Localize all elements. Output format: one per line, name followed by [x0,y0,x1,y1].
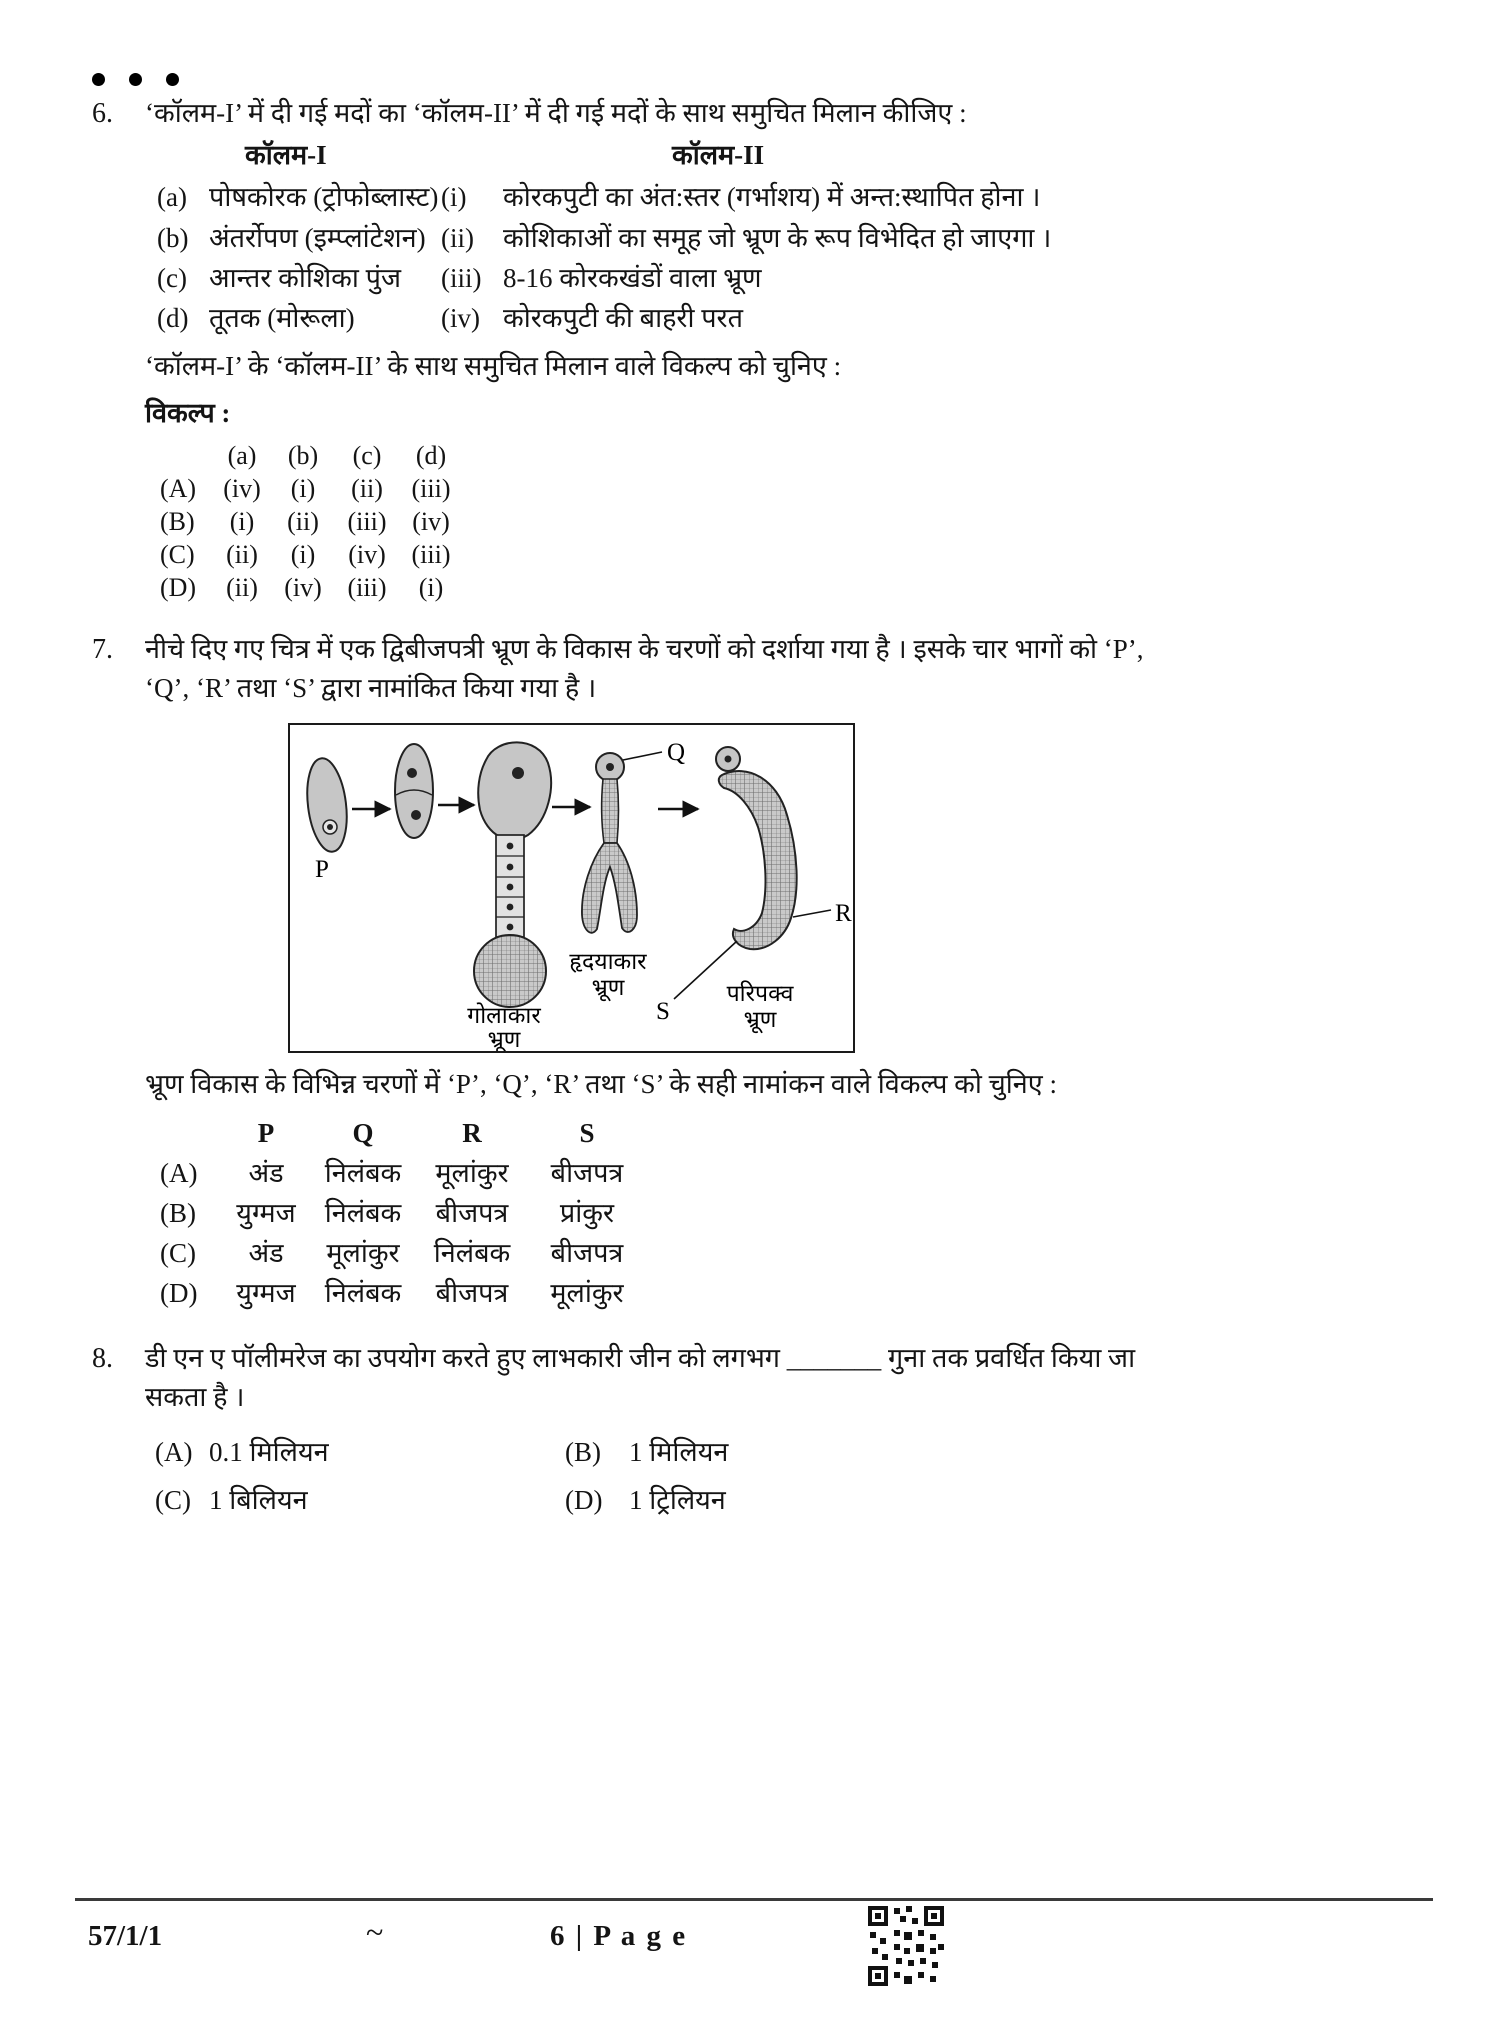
heart-embryo-stage [569,739,685,1002]
table-row [160,1153,1425,1193]
matrix-cell: (iv) [223,474,261,504]
mature-label-line2: भ्रूण [743,1006,777,1032]
question-6 [92,94,1425,604]
matrix-cell: (ii) [287,507,319,537]
matrix-row [160,538,1425,571]
heart-label-line1: हृदयाकार [569,948,647,974]
col2-item-label: (iv) [441,303,480,334]
globular-label-line2: भ्रूण [487,1026,521,1051]
matrix-cell: (iv) [412,507,450,537]
footer-tilde: ~ [366,1914,384,1950]
col2-item-label: (iii) [441,262,482,293]
col1-item-label: (d) [157,303,189,334]
qr-code [866,1904,946,1998]
table-cell: मूलांकुर [550,1278,624,1309]
question-prompt-line1: नीचे दिए गए चित्र में एक द्विबीजपत्री भ्रूण के विकास के चरणों को दर्शाया गया है । इसके चार भागों को ‘P’, [145,634,1144,665]
option-label: (B) [565,1436,601,1467]
option-text: 1 बिलियन [209,1484,308,1515]
page-number: 6 | P a g e [550,1920,688,1952]
footer-divider [75,1898,1433,1901]
mature-label-line1: परिपक्व [726,980,794,1006]
embryo-diagram-figure [290,725,853,1051]
matrix-row [160,505,1425,538]
column1-header: कॉलम-I [245,140,327,171]
table-cell: प्रांकुर [559,1198,615,1229]
option-label: (D) [160,1278,198,1309]
matrix-cell: (iii) [411,540,451,570]
label-p: P [315,855,329,883]
table-header-cell: S [579,1118,595,1149]
table-cell: युग्मज [236,1198,296,1229]
matrix-row [160,472,1425,505]
choose-prompt: ‘कॉलम-I’ के ‘कॉलम-II’ के साथ समुचित मिलान वाले विकल्प को चुनिए : [145,350,842,381]
question-number: 8. [92,1343,113,1375]
options-label: विकल्प : [145,397,231,428]
col2-item-label: (ii) [441,222,474,253]
option-label: (A) [160,474,197,504]
table-cell: बीजपत्र [550,1158,624,1189]
question-prompt-line1: डी एन ए पॉलीमरेज का उपयोग करते हुए लाभकारी जीन को लगभग _______ गुना तक प्रवर्धित किया जा [145,1343,1136,1374]
column-headers [145,136,1425,178]
table-header-cell: Q [352,1118,374,1149]
option-label: (C) [160,1238,196,1269]
col1-item-text: आन्तर कोशिका पुंज [209,262,402,293]
matrix-header-row [160,439,1425,472]
option-label: (B) [160,1198,196,1229]
matrix-header-cell: (a) [227,441,257,471]
option-label: (A) [160,1158,198,1189]
col1-item-label: (c) [157,262,187,293]
col2-item-text: कोशिकाओं का समूह जो भ्रूण के रूप विभेदित हो जाएगा । [503,222,1052,253]
zygote-stage [302,756,351,883]
table-cell: अंड [248,1158,284,1189]
table-cell: निलंबक [433,1238,511,1269]
answer-table [160,1113,1425,1313]
match-row [145,299,1425,337]
table-row [160,1193,1425,1233]
option-row [145,1478,1425,1522]
matrix-header-cell: (c) [352,441,382,471]
table-cell: युग्मज [236,1278,296,1309]
matrix-cell: (i) [290,540,316,570]
col2-item-label: (i) [441,182,467,213]
matrix-cell: (iv) [348,540,386,570]
question-prompt-line2: सकता है । [145,1381,245,1412]
table-cell: अंड [248,1238,284,1269]
table-row [160,1233,1425,1273]
option-label: (C) [155,1484,191,1515]
table-header-cell: R [462,1118,482,1149]
table-cell: बीजपत्र [435,1198,509,1229]
question-8 [92,1339,1425,1526]
label-q: Q [667,738,686,766]
option-row [145,1430,1425,1474]
option-label: (D) [565,1484,603,1515]
matrix-cell: (i) [229,507,255,537]
dot-icon [166,73,179,86]
col1-item-label: (b) [157,222,189,253]
globular-embryo-stage [467,742,551,1051]
table-header-row [160,1113,1425,1153]
question-number: 6. [92,98,113,129]
matrix-cell: (ii) [226,540,258,570]
embryo-development-diagram [288,723,855,1053]
choose-prompt: भ्रूण विकास के विभिन्न चरणों में ‘P’, ‘Q’, ‘R’ तथा ‘S’ के सही नामांकन वाले विकल्प को चुनिए : [145,1068,1057,1099]
option-label: (D) [160,573,197,603]
option-text: 1 मिलियन [629,1436,729,1467]
matrix-header-cell: (d) [415,441,447,471]
question-prompt-line2: ‘Q’, ‘R’ तथा ‘S’ द्वारा नामांकित किया गया है । [145,672,597,703]
two-cell-stage [395,744,433,838]
header-dots [92,58,1425,74]
matrix-cell: (iii) [347,507,387,537]
question-7 [92,630,1425,1313]
matrix-cell: (iii) [347,573,387,603]
question-number: 7. [92,634,113,666]
table-cell: बीजपत्र [435,1278,509,1309]
table-row [160,1273,1425,1313]
table-cell: निलंबक [324,1198,402,1229]
matrix-cell: (ii) [226,573,258,603]
globular-label-line1: गोलाकार [467,1002,541,1028]
match-row [145,219,1425,257]
col2-item-text: 8-16 कोरकखंडों वाला भ्रूण [503,262,762,293]
matrix-cell: (iii) [411,474,451,504]
answer-matrix [160,439,1425,604]
col1-item-text: तूतक (मोरूला) [209,303,355,334]
table-cell: मूलांकुर [326,1238,400,1269]
option-text: 0.1 मिलियन [209,1436,329,1467]
dot-icon [92,73,105,86]
matrix-cell: (ii) [351,474,383,504]
table-cell: निलंबक [324,1158,402,1189]
label-r: R [835,899,852,927]
heart-label-line2: भ्रूण [591,974,625,1000]
paper-code: 57/1/1 [88,1920,163,1952]
table-header-cell: P [257,1118,275,1149]
matrix-header-cell: (b) [287,441,319,471]
option-label: (A) [155,1436,193,1467]
matrix-cell: (i) [418,573,444,603]
mature-embryo-stage [656,747,852,1034]
option-label: (C) [160,540,195,570]
table-cell: मूलांकुर [435,1158,509,1189]
option-label: (B) [160,507,195,537]
table-cell: बीजपत्र [550,1238,624,1269]
col2-item-text: कोरकपुटी की बाहरी परत [503,303,743,334]
matrix-cell: (iv) [284,573,322,603]
col2-item-text: कोरकपुटी का अंत:स्तर (गर्भाशय) में अन्त:स्थापित होना । [503,182,1041,213]
matrix-cell: (i) [290,474,316,504]
option-text: 1 ट्रिलियन [629,1484,726,1515]
col1-item-text: पोषकोरक (ट्रोफोब्लास्ट) [209,182,439,213]
question-prompt: ‘कॉलम-I’ में दी गई मदों का ‘कॉलम-II’ में दी गई मदों के साथ समुचित मिलान कीजिए : [145,98,967,128]
dot-icon [129,73,142,86]
table-cell: निलंबक [324,1278,402,1309]
options-list [145,1430,1425,1522]
column2-header: कॉलम-II [672,140,765,171]
matrix-row [160,571,1425,604]
col1-item-label: (a) [157,182,187,213]
match-row [145,259,1425,297]
match-row [145,178,1425,216]
label-s: S [656,997,670,1025]
col1-item-text: अंतर्रोपण (इम्प्लांटेशन) [209,222,426,253]
